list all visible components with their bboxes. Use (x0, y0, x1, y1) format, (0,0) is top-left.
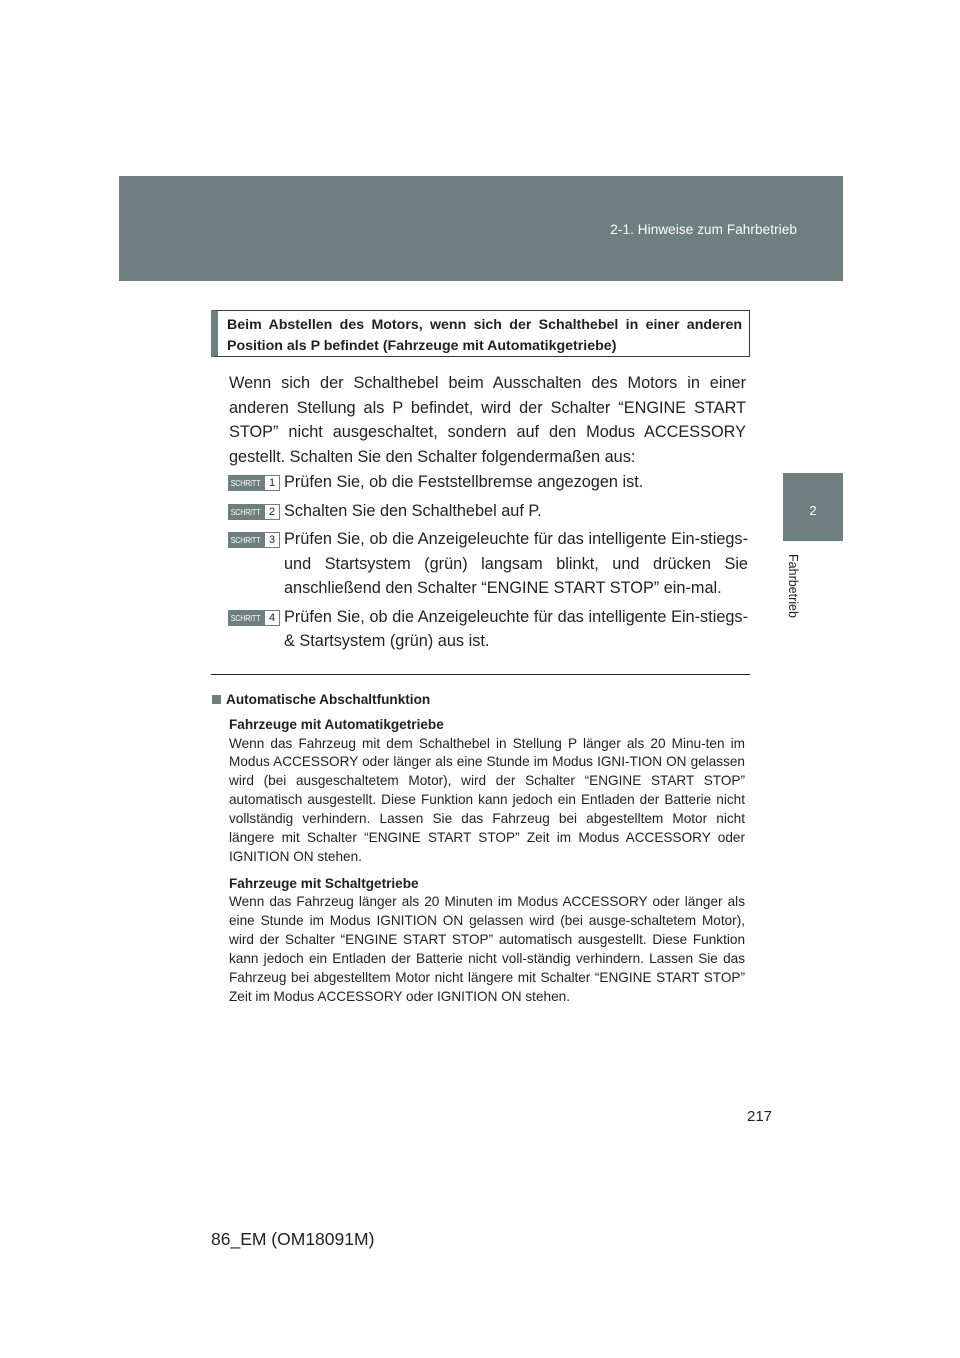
chapter-tab (783, 473, 843, 541)
page-number: 217 (747, 1108, 773, 1125)
step-badge-label: SCHRITT (230, 478, 261, 488)
note-block (212, 716, 745, 867)
header-band (119, 176, 843, 281)
intro-paragraph: Wenn sich der Schalthebel beim Ausschalten des Motors in einer anderen Stellung als P befindet, wird der Schalter “ENGINE START STOP” nicht ausgeschaltet, sondern auf den Modus ACCESSORY gestellt. Schalten Sie den Schalter folgendermaßen aus: (229, 374, 746, 466)
note-section (212, 690, 745, 1015)
step-item (227, 527, 748, 601)
step-badge-label: SCHRITT (230, 535, 261, 545)
note-block-text: Wenn das Fahrzeug länger als 20 Minuten im Modus ACCESSORY oder länger als eine Stunde im Modus IGNITION ON gelassen wird (bei ausge-schaltetem Motor), wird der Schalter “ENGINE START STOP” automatisch ausgestellt. Diese Funktion kann jedoch ein Entladen der Batterie nicht voll-ständig verhindern. Lassen Sie das Fahrzeug bei abgestelltem Motor nicht längere mit Schalter “ENGINE START STOP” Zeit im Modus ACCESSORY oder IGNITION ON stehen. (229, 894, 745, 1004)
step-text: Prüfen Sie, ob die Anzeigeleuchte für das intelligente Ein-stiegs- & Startsystem (grün) aus ist. (284, 607, 748, 650)
step-badge-number: 4 (265, 611, 279, 625)
note-block-text: Wenn das Fahrzeug mit dem Schalthebel in Stellung P länger als 20 Minu-ten im Modus ACCESSORY oder länger als eine Stunde im Modus IGNI-TION ON gelassen wird (bei ausgeschaltetem Motor), wird der Schalter “ENGINE START STOP” automatisch ausgestellt. Diese Funktion kann jedoch ein Entladen der Batterie nicht vollständig verhindern. Lassen Sie das Fahrzeug bei abgestelltem Motor nicht längere mit Schalter “ENGINE START STOP” Zeit im Modus ACCESSORY oder IGNITION ON stehen. (229, 735, 745, 864)
step-badge-number: 3 (265, 533, 279, 547)
step-badge (228, 475, 280, 491)
section-title: 2-1. Hinweise zum Fahrbetrieb (610, 222, 797, 237)
step-badge-number: 2 (265, 505, 279, 519)
note-title (212, 690, 745, 710)
step-text: Prüfen Sie, ob die Feststellbremse angezogen ist. (284, 473, 644, 491)
chapter-name: Fahrbetrieb (786, 554, 800, 618)
step-item (227, 470, 748, 495)
section-heading: Beim Abstellen des Motors, wenn sich der Schalthebel in einer anderen Position als P befindet (Fahrzeuge mit Automatikgetriebe) (211, 310, 750, 357)
step-list (227, 470, 748, 658)
step-badge (228, 532, 280, 548)
step-badge-number: 1 (265, 476, 279, 490)
note-block-heading: Fahrzeuge mit Schaltgetriebe (229, 875, 419, 891)
step-badge (228, 504, 280, 520)
step-badge-label: SCHRITT (230, 506, 261, 517)
section-divider (211, 674, 750, 675)
step-item (227, 605, 748, 654)
note-title-text: Automatische Abschaltfunktion (226, 692, 431, 707)
step-item (227, 499, 748, 524)
step-text: Schalten Sie den Schalthebel auf P. (284, 501, 542, 520)
note-block (212, 875, 745, 1007)
step-badge (228, 610, 280, 626)
step-badge-label: SCHRITT (230, 612, 261, 623)
document-id: 86_EM (OM18091M) (211, 1229, 375, 1249)
step-text: Prüfen Sie, ob die Anzeigeleuchte für das intelligente Ein-stiegs- und Startsystem (grün) langsam blinkt, und drücken Sie anschließend den Schalter “ENGINE START STOP” ein-mal. (284, 530, 748, 597)
chapter-number: 2 (809, 503, 817, 518)
square-bullet-icon (212, 695, 221, 704)
chapter-side-label (773, 546, 813, 626)
note-block-heading: Fahrzeuge mit Automatikgetriebe (229, 717, 444, 732)
